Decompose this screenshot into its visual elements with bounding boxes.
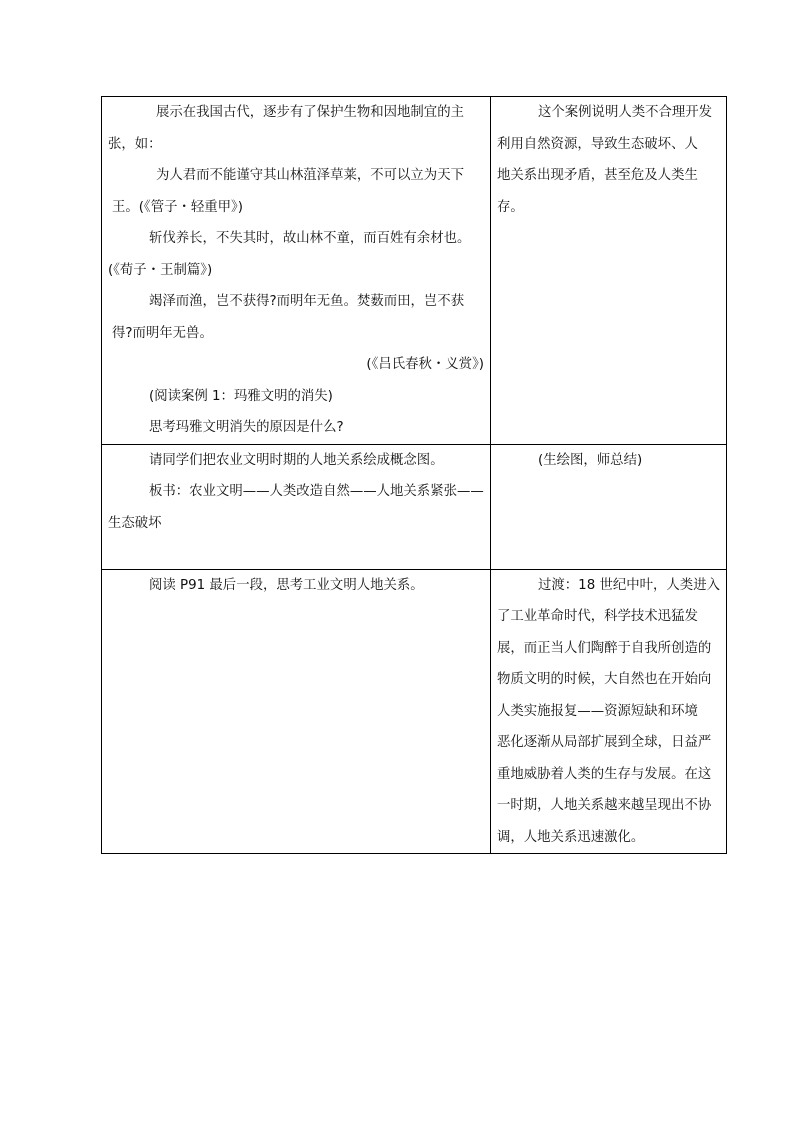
teaching-content-cell [102, 97, 491, 445]
table-row [102, 97, 727, 445]
task-line: 阅读 P91 最后一段，思考工业文明人地关系。 [149, 577, 424, 593]
board-line: 生态破坏 [108, 515, 162, 531]
quote-line: 为人君而不能谨守其山林菹泽草莱，不可以立为天下 [156, 168, 464, 183]
note-line: 物质文明的时候，大自然也在开始向 [497, 672, 712, 687]
note-line: 展，而正当人们陶醉于自我所创造的 [497, 640, 712, 656]
note-line: 过渡：18 世纪中叶，人类进入 [538, 577, 720, 593]
intro-line: 展示在我国古代，逐步有了保护生物和因地制宜的主 [156, 105, 464, 120]
question-line: 思考玛雅文明消失的原因是什么? [149, 420, 344, 435]
board-line: 板书：农业文明——人类改造自然——人地关系紧张—— [149, 484, 484, 499]
note-line: 这个案例说明人类不合理开发 [538, 105, 713, 120]
note-line: 人类实施报复——资源短缺和环境 [497, 703, 698, 719]
notes-cell [491, 569, 727, 854]
quote-line: 斩伐养长，不失其时，故山林不童，而百姓有余材也。 [149, 231, 471, 246]
quote-line: 竭泽而渔，岂不获得?而明年无鱼。焚薮而田，岂不获 [149, 294, 465, 309]
quote-line: 王。(《管子・轻重甲》) [112, 199, 243, 215]
teaching-content-cell [102, 569, 491, 854]
quote-line: (《荀子・王制篇》) [108, 262, 213, 278]
note-line: 恶化逐渐从局部扩展到全球，日益严 [497, 735, 712, 750]
notes-cell [491, 444, 727, 569]
notes-cell [491, 97, 727, 445]
note-line: 地关系出现矛盾，甚至危及人类生 [497, 168, 698, 183]
intro-line: 张，如： [108, 136, 162, 152]
quote-source: (《吕氏春秋・义赏》) [366, 357, 484, 372]
note-line: 一时期，人地关系越来越呈现出不协 [497, 798, 712, 813]
note-line: 存。 [497, 199, 524, 215]
lesson-plan-table [101, 96, 727, 854]
note-line: (生绘图，师总结) [538, 452, 643, 468]
note-line: 利用自然资源，导致生态破坏、人 [497, 136, 698, 152]
table-row [102, 569, 727, 854]
task-line: 请同学们把农业文明时期的人地关系绘成概念图。 [149, 452, 444, 468]
note-line: 调，人地关系迅速激化。 [497, 829, 645, 845]
quote-line: 得?而明年无兽。 [112, 325, 213, 341]
case-reference: (阅读案例 1：玛雅文明的消失) [149, 388, 333, 404]
note-line: 了工业革命时代，科学技术迅猛发 [497, 609, 698, 624]
note-line: 重地威胁着人类的生存与发展。在这 [497, 766, 712, 782]
teaching-content-cell [102, 444, 491, 569]
table-row [102, 444, 727, 569]
